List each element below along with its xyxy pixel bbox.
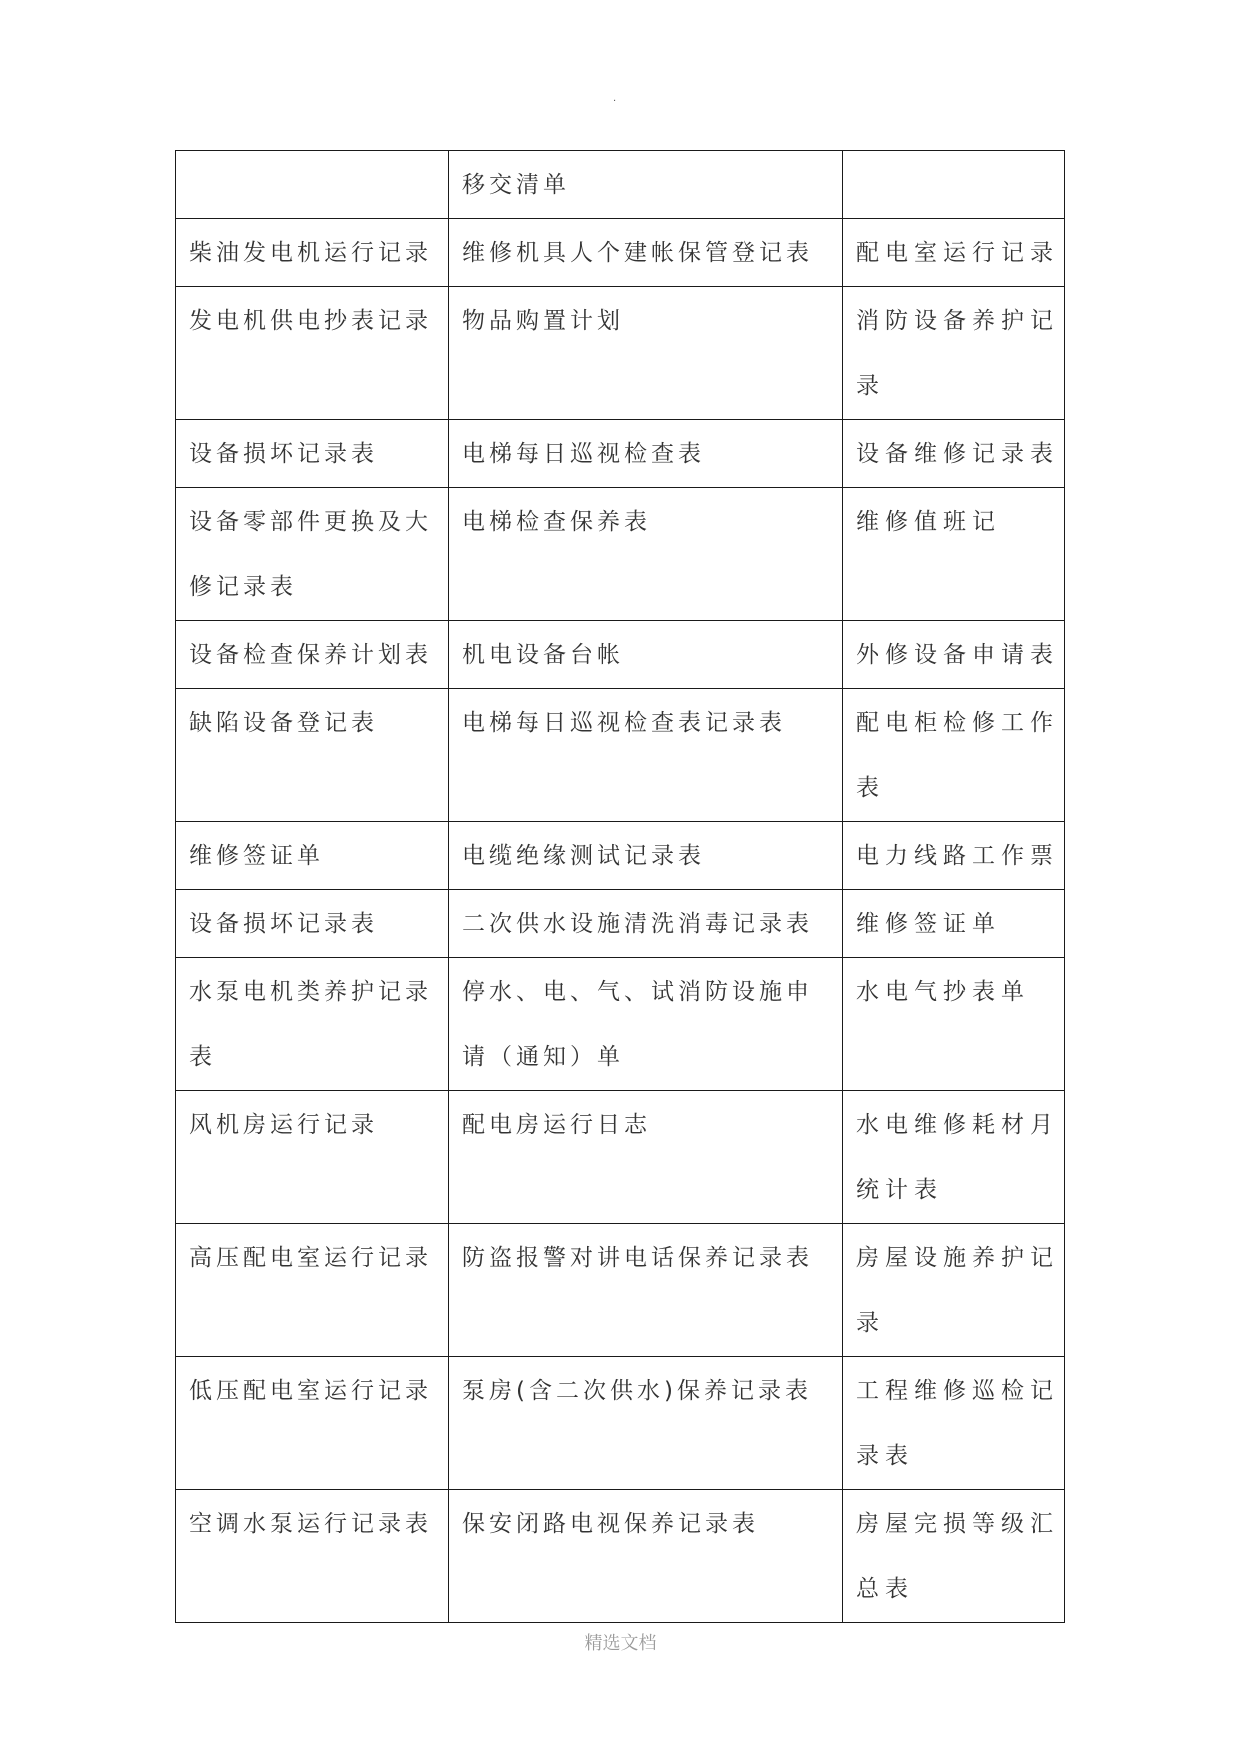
- table-cell: [449, 1224, 843, 1357]
- table-row: [176, 420, 1065, 488]
- table-cell: [449, 689, 843, 822]
- table-cell: [176, 287, 449, 420]
- cell-text: 配电房运行日志: [462, 1112, 651, 1138]
- cell-text: 电缆绝缘测试记录表: [462, 843, 705, 869]
- cell-text: 水电维修耗材月统计表: [856, 1112, 1059, 1203]
- table-cell: [176, 621, 449, 689]
- table-cell: [176, 151, 449, 219]
- cell-text: 高压配电室运行记录: [189, 1245, 432, 1271]
- cell-text: 保安闭路电视保养记录表: [462, 1511, 759, 1537]
- table-cell: [176, 890, 449, 958]
- cell-text: 设备维修记录表: [856, 441, 1059, 467]
- table-cell: [176, 1490, 449, 1623]
- table-cell: [843, 621, 1065, 689]
- table-cell: [843, 488, 1065, 621]
- table-cell: [176, 1357, 449, 1490]
- cell-text: 设备零部件更换及大修记录表: [189, 509, 432, 600]
- cell-text: 维修值班记: [856, 509, 1001, 535]
- cell-text: 外修设备申请表: [856, 642, 1059, 668]
- table-cell: [449, 1490, 843, 1623]
- table-cell: [449, 488, 843, 621]
- table-cell: [449, 219, 843, 287]
- cell-text: 停水、电、气、试消防设施申请（通知）单: [462, 979, 813, 1070]
- table-body: [176, 151, 1065, 1623]
- table-cell: [449, 890, 843, 958]
- cell-text: 维修签证单: [856, 911, 1001, 937]
- cell-text: 设备检查保养计划表: [189, 642, 432, 668]
- cell-text: 设备损坏记录表: [189, 441, 378, 467]
- table-row: [176, 822, 1065, 890]
- table-row: [176, 287, 1065, 420]
- cell-text: 风机房运行记录: [189, 1112, 378, 1138]
- table-cell: [843, 890, 1065, 958]
- cell-text: 水泵电机类养护记录表: [189, 979, 432, 1070]
- cell-text: 二次供水设施清洗消毒记录表: [462, 911, 813, 937]
- cell-text: 水电气抄表单: [856, 979, 1030, 1005]
- cell-text: 配电室运行记录: [856, 240, 1059, 266]
- table-cell: [449, 151, 843, 219]
- table-cell: [176, 420, 449, 488]
- cell-text: 房屋完损等级汇总表: [856, 1511, 1059, 1602]
- cell-text: 泵房(含二次供水)保养记录表: [462, 1378, 812, 1404]
- table-row: [176, 1091, 1065, 1224]
- cell-text: 电梯检查保养表: [462, 509, 651, 535]
- cell-text: 电梯每日巡视检查表记录表: [462, 710, 786, 736]
- table-cell: [449, 621, 843, 689]
- table-cell: [176, 1091, 449, 1224]
- table-row: [176, 219, 1065, 287]
- page-footer: 精选文档: [584, 1633, 657, 1654]
- cell-text: 移交清单: [462, 172, 570, 198]
- table-cell: [843, 1490, 1065, 1623]
- cell-text: 柴油发电机运行记录: [189, 240, 432, 266]
- cell-text: 物品购置计划: [462, 308, 624, 334]
- cell-text: 电梯每日巡视检查表: [462, 441, 705, 467]
- table-cell: [843, 420, 1065, 488]
- table-row: [176, 488, 1065, 621]
- cell-text: 空调水泵运行记录表: [189, 1511, 432, 1537]
- cell-text: 防盗报警对讲电话保养记录表: [462, 1245, 813, 1271]
- cell-text: 缺陷设备登记表: [189, 710, 378, 736]
- table-cell: [176, 1224, 449, 1357]
- cell-text: 设备损坏记录表: [189, 911, 378, 937]
- table-cell: [843, 219, 1065, 287]
- table-cell: [176, 219, 449, 287]
- records-table: [175, 150, 1065, 1623]
- table-cell: [843, 1091, 1065, 1224]
- table-row: [176, 1490, 1065, 1623]
- table-row: [176, 151, 1065, 219]
- table-row: [176, 1224, 1065, 1357]
- table-cell: [843, 822, 1065, 890]
- table-cell: [176, 689, 449, 822]
- table-cell: [449, 958, 843, 1091]
- table-cell: [843, 151, 1065, 219]
- table-row: [176, 1357, 1065, 1490]
- table-cell: [843, 1224, 1065, 1357]
- header-mark: ·: [613, 96, 617, 107]
- table-cell: [843, 287, 1065, 420]
- table-cell: [449, 1091, 843, 1224]
- cell-text: 电力线路工作票: [856, 843, 1059, 869]
- cell-text: 机电设备台帐: [462, 642, 624, 668]
- table-cell: [843, 958, 1065, 1091]
- cell-text: 维修机具人个建帐保管登记表: [462, 240, 813, 266]
- table-cell: [449, 420, 843, 488]
- cell-text: 房屋设施养护记录: [856, 1245, 1059, 1336]
- table-cell: [449, 1357, 843, 1490]
- cell-text: 消防设备养护记录: [856, 308, 1059, 399]
- cell-text: 工程维修巡检记录表: [856, 1378, 1059, 1469]
- table-cell: [176, 958, 449, 1091]
- cell-text: 发电机供电抄表记录: [189, 308, 432, 334]
- table-row: [176, 689, 1065, 822]
- table-cell: [176, 822, 449, 890]
- cell-text: 维修签证单: [189, 843, 324, 869]
- table-cell: [449, 822, 843, 890]
- cell-text: 配电柜检修工作表: [856, 710, 1059, 801]
- table-cell: [843, 689, 1065, 822]
- table-cell: [176, 488, 449, 621]
- table-row: [176, 890, 1065, 958]
- table-row: [176, 621, 1065, 689]
- table-cell: [449, 287, 843, 420]
- cell-text: 低压配电室运行记录: [189, 1378, 432, 1404]
- table-row: [176, 958, 1065, 1091]
- table-cell: [843, 1357, 1065, 1490]
